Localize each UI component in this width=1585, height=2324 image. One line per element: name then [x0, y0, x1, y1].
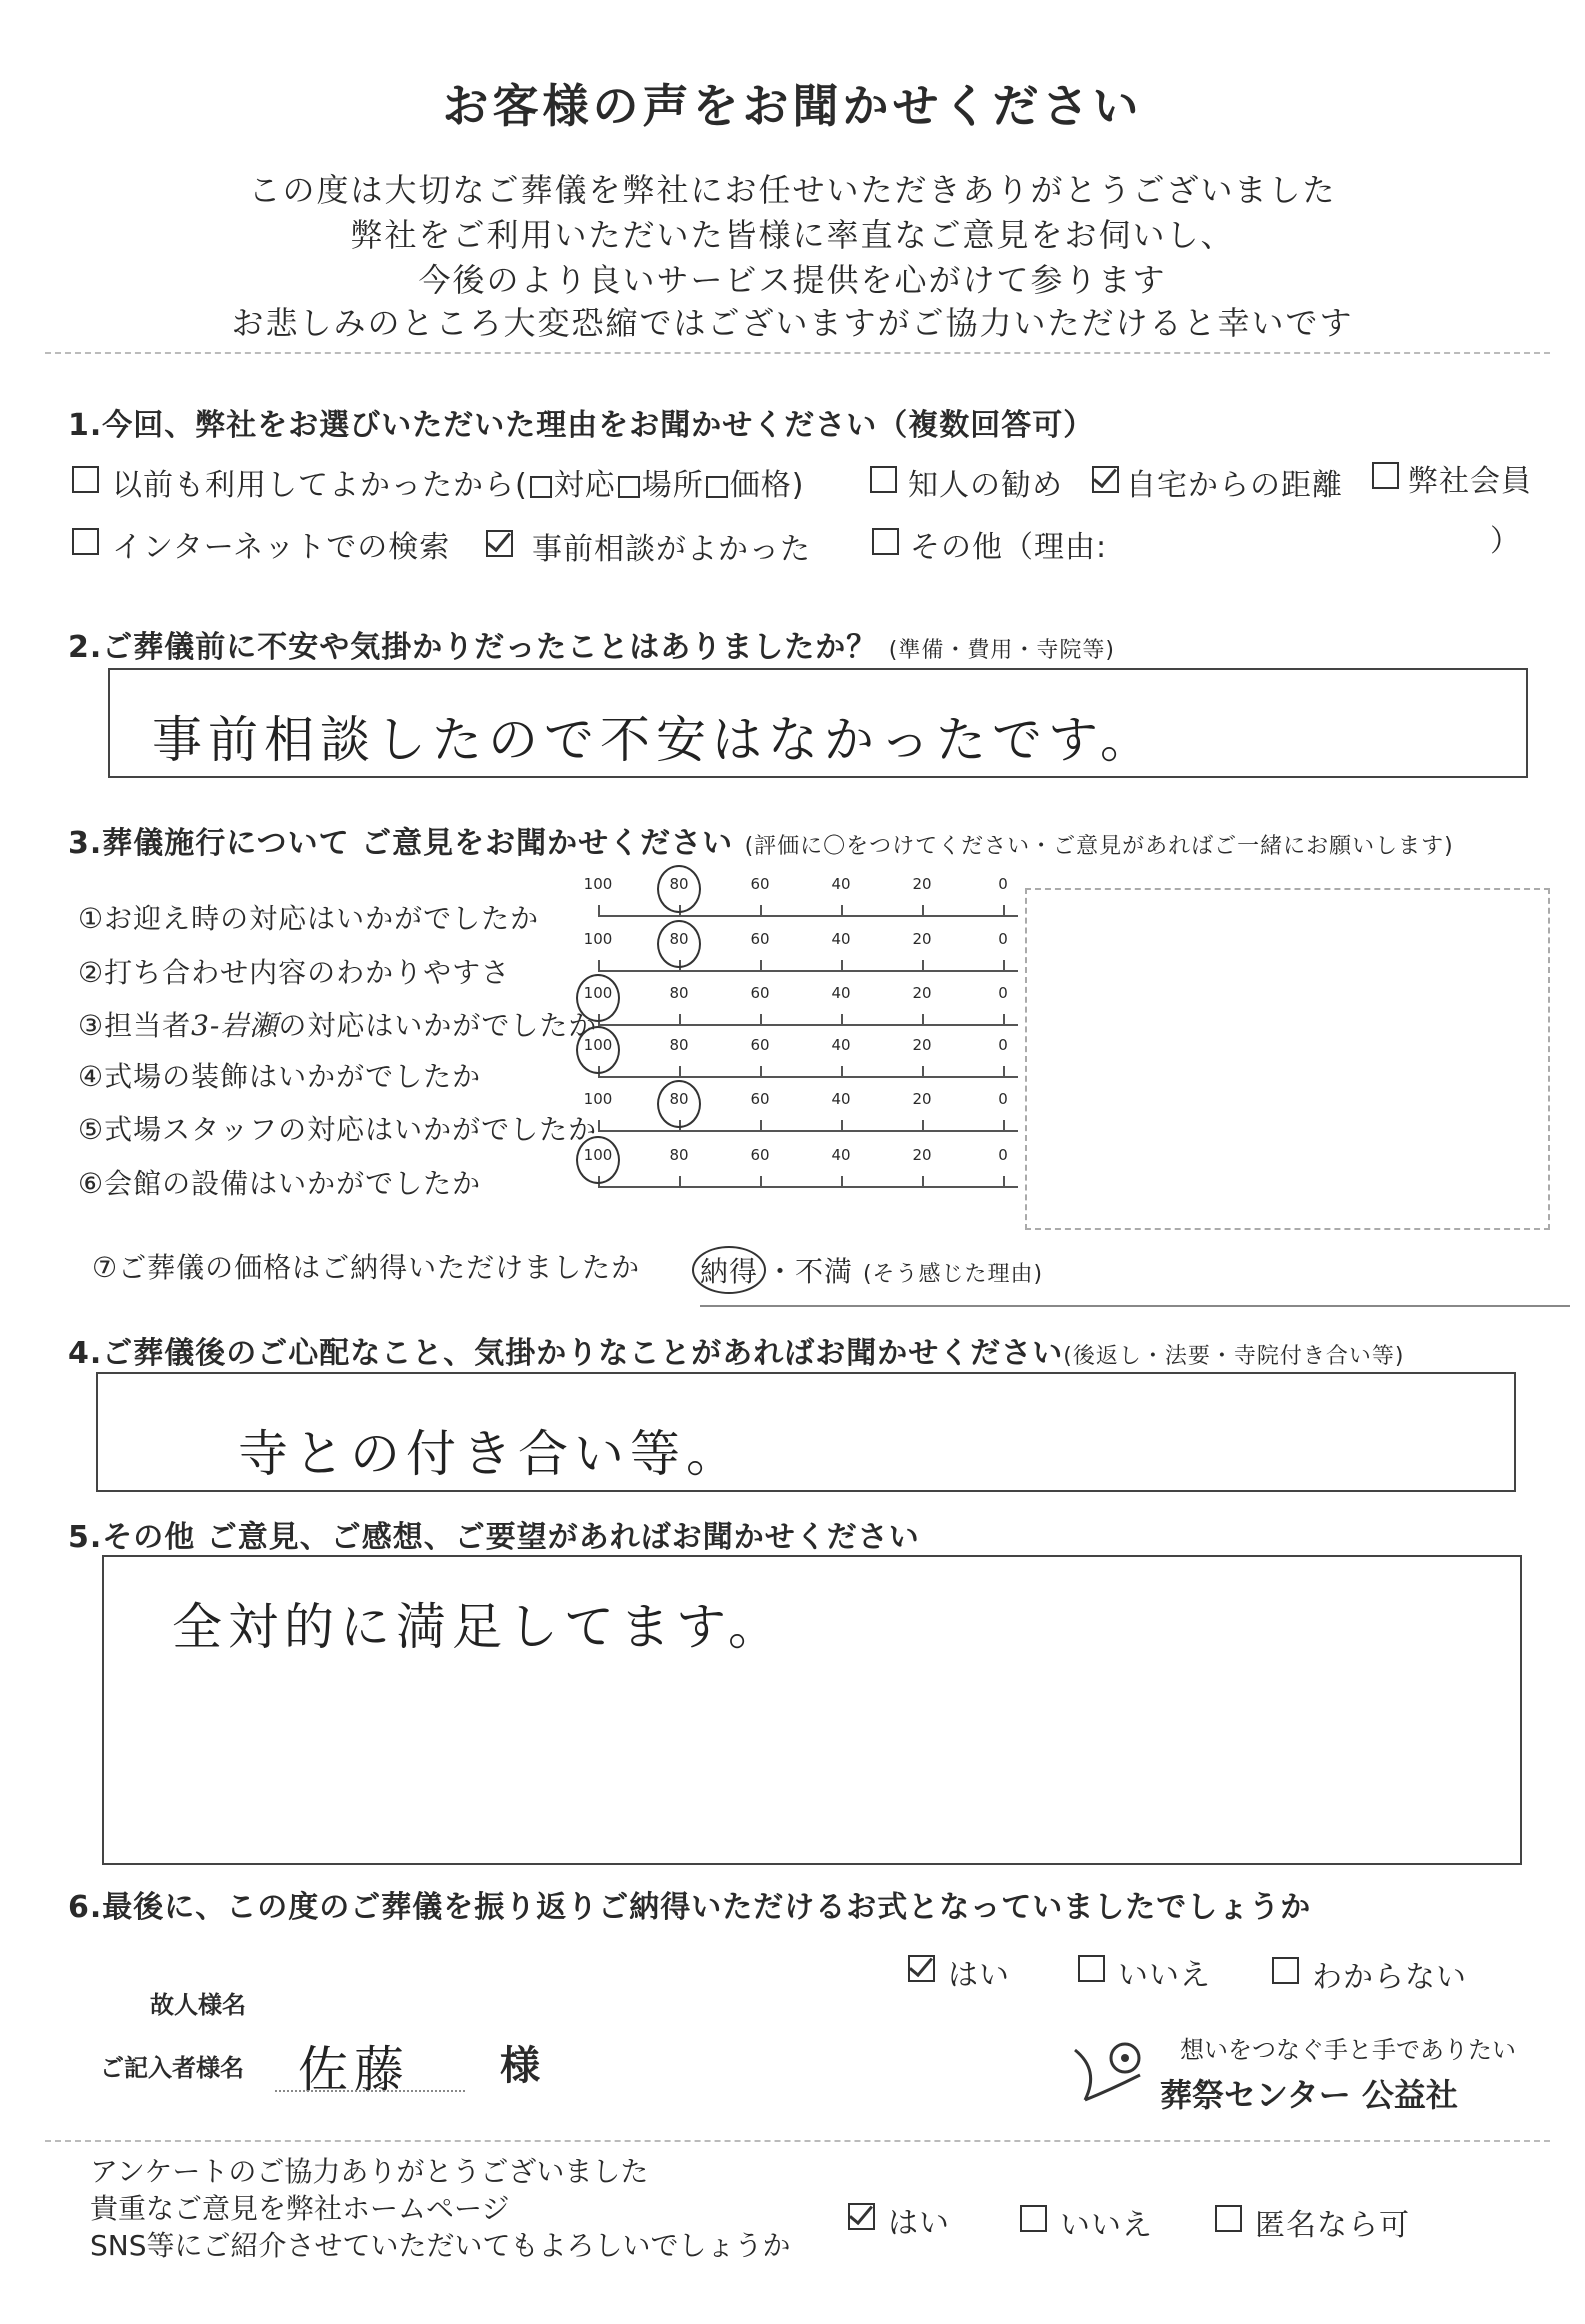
rating-scale-2[interactable]	[583, 930, 1018, 980]
rating-scale-5[interactable]	[583, 1090, 1018, 1140]
q2-heading: 2.ご葬儀前に不安や気掛かりだったことはありましたか？ (準備・費用・寺院等)	[68, 630, 1115, 665]
rating-scale-tick	[841, 960, 843, 970]
rating-scale-line	[598, 970, 1018, 972]
checkbox-q6-unknown[interactable]	[1272, 1957, 1299, 1984]
checkbox-jitaku[interactable]	[1092, 466, 1119, 493]
rating-scale-tick-label: 80	[669, 1036, 689, 1054]
rating-scale-tick	[1003, 1014, 1005, 1024]
writer-name-label: ご記入者様名	[100, 2054, 244, 2082]
q3-item-6-label: ⑥会館の設備はいかがでしたか	[78, 1167, 482, 1200]
rating-scale-tick	[598, 960, 600, 970]
rating-scale-tick-label: 80	[669, 984, 689, 1002]
checkbox-footer-no[interactable]	[1020, 2205, 1047, 2232]
footer-line-3: SNS等にご紹介させていただいてもよろしいでしょうか	[90, 2229, 791, 2262]
footer-line-2: 貴重なご意見を弊社ホームページ	[90, 2192, 510, 2225]
option-jitaku: 自宅からの距離	[1126, 468, 1343, 503]
checkbox-chijin[interactable]	[870, 466, 897, 493]
rating-scale-line	[598, 1130, 1018, 1132]
rating-scale-tick	[1003, 905, 1005, 915]
rating-selected-circle	[576, 974, 620, 1022]
rating-scale-line	[598, 1024, 1018, 1026]
rating-scale-tick	[1003, 1176, 1005, 1186]
rating-scale-tick	[922, 1014, 924, 1024]
rating-scale-line	[598, 915, 1018, 917]
rating-scale-4[interactable]	[583, 1036, 1018, 1086]
rating-selected-circle	[657, 920, 701, 968]
rating-scale-tick	[598, 1120, 600, 1130]
rating-scale-tick-label: 80	[669, 1090, 689, 1108]
intro-line-2: 弊社をご利用いただいた皆様に率直なご意見をお伺いし、	[350, 216, 1235, 254]
checkbox-other[interactable]	[872, 528, 899, 555]
q6-option-no: いいえ	[1118, 1958, 1211, 1993]
rating-scale-tick-label: 20	[912, 930, 932, 948]
rating-scale-tick	[760, 905, 762, 915]
rating-scale-tick	[841, 1066, 843, 1076]
checkbox-q6-no[interactable]	[1078, 1955, 1105, 1982]
rating-scale-tick-label: 60	[750, 1036, 770, 1054]
rating-scale-tick-label: 60	[750, 1090, 770, 1108]
rating-scale-tick-label: 20	[912, 984, 932, 1002]
q1-heading: 1.今回、弊社をお選びいただいた理由をお聞かせください（複数回答可）	[68, 408, 1095, 443]
rating-scale-tick	[922, 1066, 924, 1076]
rating-selected-circle	[576, 1136, 620, 1184]
rating-scale-tick	[679, 1014, 681, 1024]
logo-tagline: 想いをつなぐ手と手でありたい	[1180, 2036, 1516, 2064]
writer-honorific: 様	[500, 2043, 540, 2089]
q2-answer-text: 事前相談したので不安はなかったです。	[152, 711, 1156, 769]
rating-scale-tick-label: 40	[831, 1146, 851, 1164]
rating-scale-tick-label: 0	[998, 875, 1008, 893]
checkbox-prev-use[interactable]	[72, 466, 99, 493]
q5-answer-text: 全対的に満足してます。	[172, 1598, 784, 1656]
footer-option-anon: 匿名なら可	[1255, 2208, 1410, 2243]
rating-scale-tick-label: 0	[998, 984, 1008, 1002]
option-chijin: 知人の勧め	[908, 468, 1063, 503]
rating-scale-3[interactable]	[583, 984, 1018, 1034]
rating-scale-tick	[841, 905, 843, 915]
q4-answer-box[interactable]	[96, 1372, 1516, 1492]
q3-item-3-label: ③担当者3-岩瀬の対応はいかがでしたか	[78, 1009, 598, 1042]
rating-scale-tick-label: 0	[998, 1146, 1008, 1164]
rating-scale-tick-label: 20	[912, 1090, 932, 1108]
rating-selected-circle	[576, 1026, 620, 1074]
footer-option-yes: はい	[888, 2206, 950, 2241]
rating-scale-line	[598, 1186, 1018, 1188]
q4-answer-text: 寺との付き合い等。	[238, 1425, 742, 1483]
rating-scale-tick	[760, 1066, 762, 1076]
rating-scale-tick	[922, 1120, 924, 1130]
checkbox-basho[interactable]	[618, 476, 640, 498]
option-prev-use: 以前も利用してよかったから( 対応 場所 価格)	[112, 468, 805, 503]
rating-scale-tick	[760, 1176, 762, 1186]
q3-heading: 3.葬儀施行について ご意見をお聞かせください (評価に〇をつけてください・ご意見があればご一緒にお願いします)	[68, 826, 1454, 861]
divider	[45, 352, 1550, 354]
rating-scale-tick	[760, 1120, 762, 1130]
rating-scale-tick-label: 40	[831, 1090, 851, 1108]
checkbox-kakaku[interactable]	[706, 476, 728, 498]
rating-scale-tick-label: 80	[669, 930, 689, 948]
logo-company-name: 葬祭センター 公益社	[1160, 2076, 1458, 2114]
option-other: その他（理由:	[910, 530, 1108, 565]
rating-scale-tick	[679, 1066, 681, 1076]
company-logo-icon	[1070, 2030, 1160, 2110]
checkbox-footer-anon[interactable]	[1215, 2205, 1242, 2232]
rating-scale-tick	[1003, 1066, 1005, 1076]
rating-scale-tick-label: 100	[583, 1090, 613, 1108]
rating-scale-tick-label: 60	[750, 875, 770, 893]
q5-answer-box[interactable]	[102, 1555, 1522, 1865]
rating-selected-circle	[657, 1080, 701, 1128]
rating-scale-tick	[760, 960, 762, 970]
rating-scale-1[interactable]	[583, 875, 1018, 925]
rating-scale-tick-label: 40	[831, 1036, 851, 1054]
rating-scale-tick	[679, 1176, 681, 1186]
writer-name-value[interactable]: 佐藤	[298, 2041, 410, 2099]
rating-scale-tick	[841, 1014, 843, 1024]
q6-heading: 6.最後に、この度のご葬儀を振り返りご納得いただけるお式となっていましたでしょうか	[68, 1890, 1312, 1925]
rating-scale-tick-label: 20	[912, 875, 932, 893]
rating-scale-tick	[598, 905, 600, 915]
intro-line-1: この度は大切なご葬儀を弊社にお任せいただきありがとうございました	[248, 171, 1337, 209]
survey-title: お客様の声をお聞かせください	[442, 79, 1143, 133]
q3-comment-box[interactable]	[1025, 888, 1550, 1230]
intro-line-4: お悲しみのところ大変恐縮ではございますがご協力いただけると幸いです	[231, 304, 1354, 342]
rating-scale-tick-label: 100	[583, 875, 613, 893]
rating-scale-tick-label: 40	[831, 984, 851, 1002]
rating-scale-tick-label: 80	[669, 875, 689, 893]
rating-scale-tick-label: 0	[998, 930, 1008, 948]
q3-item-1-label: ①お迎え時の対応はいかがでしたか	[78, 902, 540, 935]
rating-scale-tick	[1003, 960, 1005, 970]
checkbox-jizen[interactable]	[486, 530, 513, 557]
q3-price-question: ⑦ご葬儀の価格はご納得いただけましたか	[92, 1251, 641, 1284]
rating-scale-tick-label: 80	[669, 1146, 689, 1164]
rating-scale-tick-label: 40	[831, 875, 851, 893]
intro-line-3: 今後のより良いサービス提供を心がけて参ります	[418, 261, 1167, 299]
q3-item-2-label: ②打ち合わせ内容のわかりやすさ	[78, 956, 511, 989]
rating-scale-tick-label: 100	[583, 1146, 613, 1164]
rating-scale-tick-label: 40	[831, 930, 851, 948]
q5-heading: 5.その他 ご意見、ご感想、ご要望があればお聞かせください	[68, 1520, 920, 1555]
rating-scale-line	[598, 1076, 1018, 1078]
rating-scale-tick	[922, 960, 924, 970]
q4-heading: 4.ご葬儀後のご心配なこと、気掛かりなことがあればお聞かせください(後返し・法要・寺院付き合い等)	[68, 1336, 1405, 1371]
option-internet: インターネットでの検索	[112, 530, 451, 565]
rating-scale-tick-label: 100	[583, 1036, 613, 1054]
rating-scale-tick-label: 100	[583, 930, 613, 948]
checkbox-internet[interactable]	[72, 528, 99, 555]
checkbox-q6-yes[interactable]	[908, 1955, 935, 1982]
q3-price-opt-nattoku[interactable]: 納得 ・不満 (そう感じた理由)	[692, 1246, 1043, 1294]
rating-scale-tick	[841, 1120, 843, 1130]
rating-scale-tick-label: 60	[750, 1146, 770, 1164]
deceased-name-label: 故人様名	[150, 1991, 246, 2019]
q3-item-5-label: ⑤式場スタッフの対応はいかがでしたか	[78, 1113, 598, 1146]
rating-scale-tick	[1003, 1120, 1005, 1130]
checkbox-kaiin[interactable]	[1372, 462, 1399, 489]
q2-answer-box[interactable]	[108, 668, 1528, 778]
writer-name-line	[275, 2090, 465, 2092]
rating-selected-circle	[657, 865, 701, 913]
footer-option-no: いいえ	[1060, 2208, 1153, 2243]
rating-scale-6[interactable]	[583, 1146, 1018, 1196]
rating-scale-tick-label: 0	[998, 1090, 1008, 1108]
rating-scale-tick-label: 0	[998, 1036, 1008, 1054]
option-kaiin: 弊社会員	[1408, 464, 1532, 499]
rating-scale-tick-label: 20	[912, 1146, 932, 1164]
q6-option-unknown: わからない	[1312, 1960, 1467, 1995]
checkbox-footer-yes[interactable]	[848, 2203, 875, 2230]
rating-scale-tick-label: 20	[912, 1036, 932, 1054]
rating-scale-tick-label: 60	[750, 930, 770, 948]
rating-scale-tick	[760, 1014, 762, 1024]
q6-option-yes: はい	[948, 1958, 1010, 1993]
option-jizen: 事前相談がよかった	[532, 532, 811, 567]
rating-scale-tick	[922, 1176, 924, 1186]
divider-footer	[45, 2140, 1550, 2142]
checkbox-taio[interactable]	[530, 476, 552, 498]
rating-scale-tick	[841, 1176, 843, 1186]
rating-scale-tick-label: 60	[750, 984, 770, 1002]
q3-item-4-label: ④式場の装飾はいかがでしたか	[78, 1060, 482, 1093]
rating-scale-tick-label: 100	[583, 984, 613, 1002]
option-other-close: ）	[1490, 524, 1521, 559]
footer-line-1: アンケートのご協力ありがとうございました	[90, 2155, 649, 2188]
rating-scale-tick	[922, 905, 924, 915]
q3-price-reason-line	[700, 1305, 1570, 1307]
